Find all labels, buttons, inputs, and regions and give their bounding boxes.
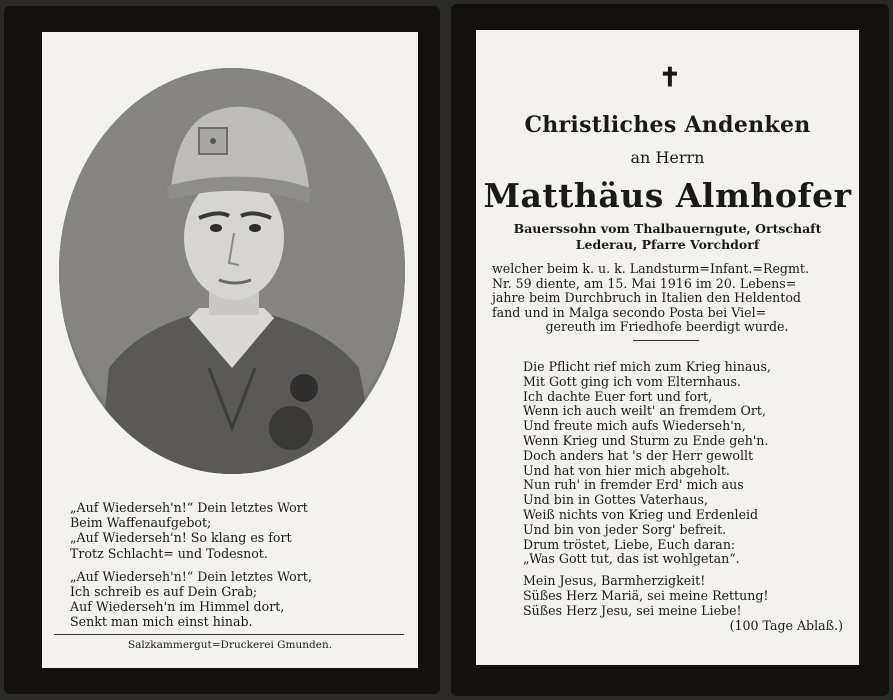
prayer-block — [523, 573, 843, 633]
deceased-name: Matthäus Almhofer — [483, 176, 852, 215]
poem-line: Und hat von hier mich abgeholt. — [523, 462, 730, 478]
memorial-heading: Christliches Andenken — [524, 112, 811, 138]
printer-imprint: Salzkammergut=Druckerei Gmunden. — [127, 639, 333, 651]
prayer-line: Süßes Herz Mariä, sei meine Rettung! — [523, 588, 769, 603]
left-poem-stanza-1 — [70, 500, 400, 561]
origin-line-2: Lederau, Pfarre Vorchdorf — [575, 237, 760, 252]
indulgence-note: (100 Tage Ablaß.) — [729, 618, 843, 633]
left-poem — [70, 500, 400, 638]
salutation: an Herrn — [630, 148, 705, 167]
left-poem-stanza-2 — [70, 569, 400, 630]
right-card — [451, 4, 889, 696]
right-page — [476, 30, 859, 665]
poem-line: Und bin von jeder Sorg' befreit. — [523, 521, 727, 537]
portrait-image — [59, 68, 405, 474]
poem-line: Und bin in Gottes Vaterhaus, — [523, 492, 708, 508]
bio-line: Nr. 59 diente, am 15. Mai 1916 im 20. Lebens= — [492, 275, 797, 291]
poem-line: „Auf Wiederseh'n!“ Dein letztes Wort, — [70, 568, 312, 584]
poem-line: Trotz Schlacht= und Todesnot. — [70, 545, 268, 561]
cross-icon: ✝ — [659, 63, 681, 93]
poem-line: Wenn ich auch weilt' an fremdem Ort, — [523, 403, 766, 419]
section-divider — [633, 340, 699, 341]
poem-line: „Auf Wiederseh'n! So klang es fort — [70, 530, 292, 546]
poem-line: Doch anders hat 's der Herr gewollt — [523, 447, 754, 463]
left-page — [42, 32, 418, 668]
poem-line: Wenn Krieg und Sturm zu Ende geh'n. — [523, 432, 769, 448]
poem-line: Ich schreib es auf Dein Grab; — [70, 584, 258, 600]
bio-line: gereuth im Friedhofe beerdigt wurde. — [545, 319, 789, 335]
poem-line: „Auf Wiederseh'n!“ Dein letztes Wort — [70, 500, 308, 515]
poem-line: Ich dachte Euer fort und fort, — [523, 388, 713, 404]
bio-line: fand und in Malga secondo Posta bei Viel= — [492, 304, 767, 320]
poem-line: Drum tröstet, Liebe, Euch daran: — [523, 536, 736, 552]
origin-line-1: Bauerssohn vom Thalbauerngute, Ortschaft — [513, 221, 822, 236]
prayer-line: Süßes Herz Jesu, sei meine Liebe! — [523, 603, 742, 618]
poem-line: Auf Wiederseh'n im Himmel dort, — [70, 599, 285, 615]
bio-line: welcher beim k. u. k. Landsturm=Infant.=Regmt. — [492, 261, 809, 276]
left-card — [4, 6, 440, 694]
biography — [492, 262, 842, 335]
poem-line: Mit Gott ging ich vom Elternhaus. — [523, 373, 741, 389]
poem-line: Beim Waffenaufgebot; — [70, 515, 212, 531]
right-poem — [523, 360, 843, 567]
soldier-portrait — [59, 68, 405, 474]
poem-line: Weiß nichts von Krieg und Erdenleid — [523, 506, 759, 522]
poem-line: Senkt man mich einst hinab. — [70, 614, 253, 630]
prayer-line: Mein Jesus, Barmherzigkeit! — [523, 573, 706, 588]
poem-line: „Was Gott tut, das ist wohlgetan“. — [523, 551, 740, 567]
poem-line: Und freute mich aufs Wiederseh'n, — [523, 418, 746, 434]
printer-divider — [54, 634, 404, 635]
poem-line: Die Pflicht rief mich zum Krieg hinaus, — [523, 359, 772, 374]
poem-line: Nun ruh' in fremder Erd' mich aus — [523, 477, 744, 493]
bio-line: jahre beim Durchbruch in Italien den Heldentod — [492, 290, 801, 306]
